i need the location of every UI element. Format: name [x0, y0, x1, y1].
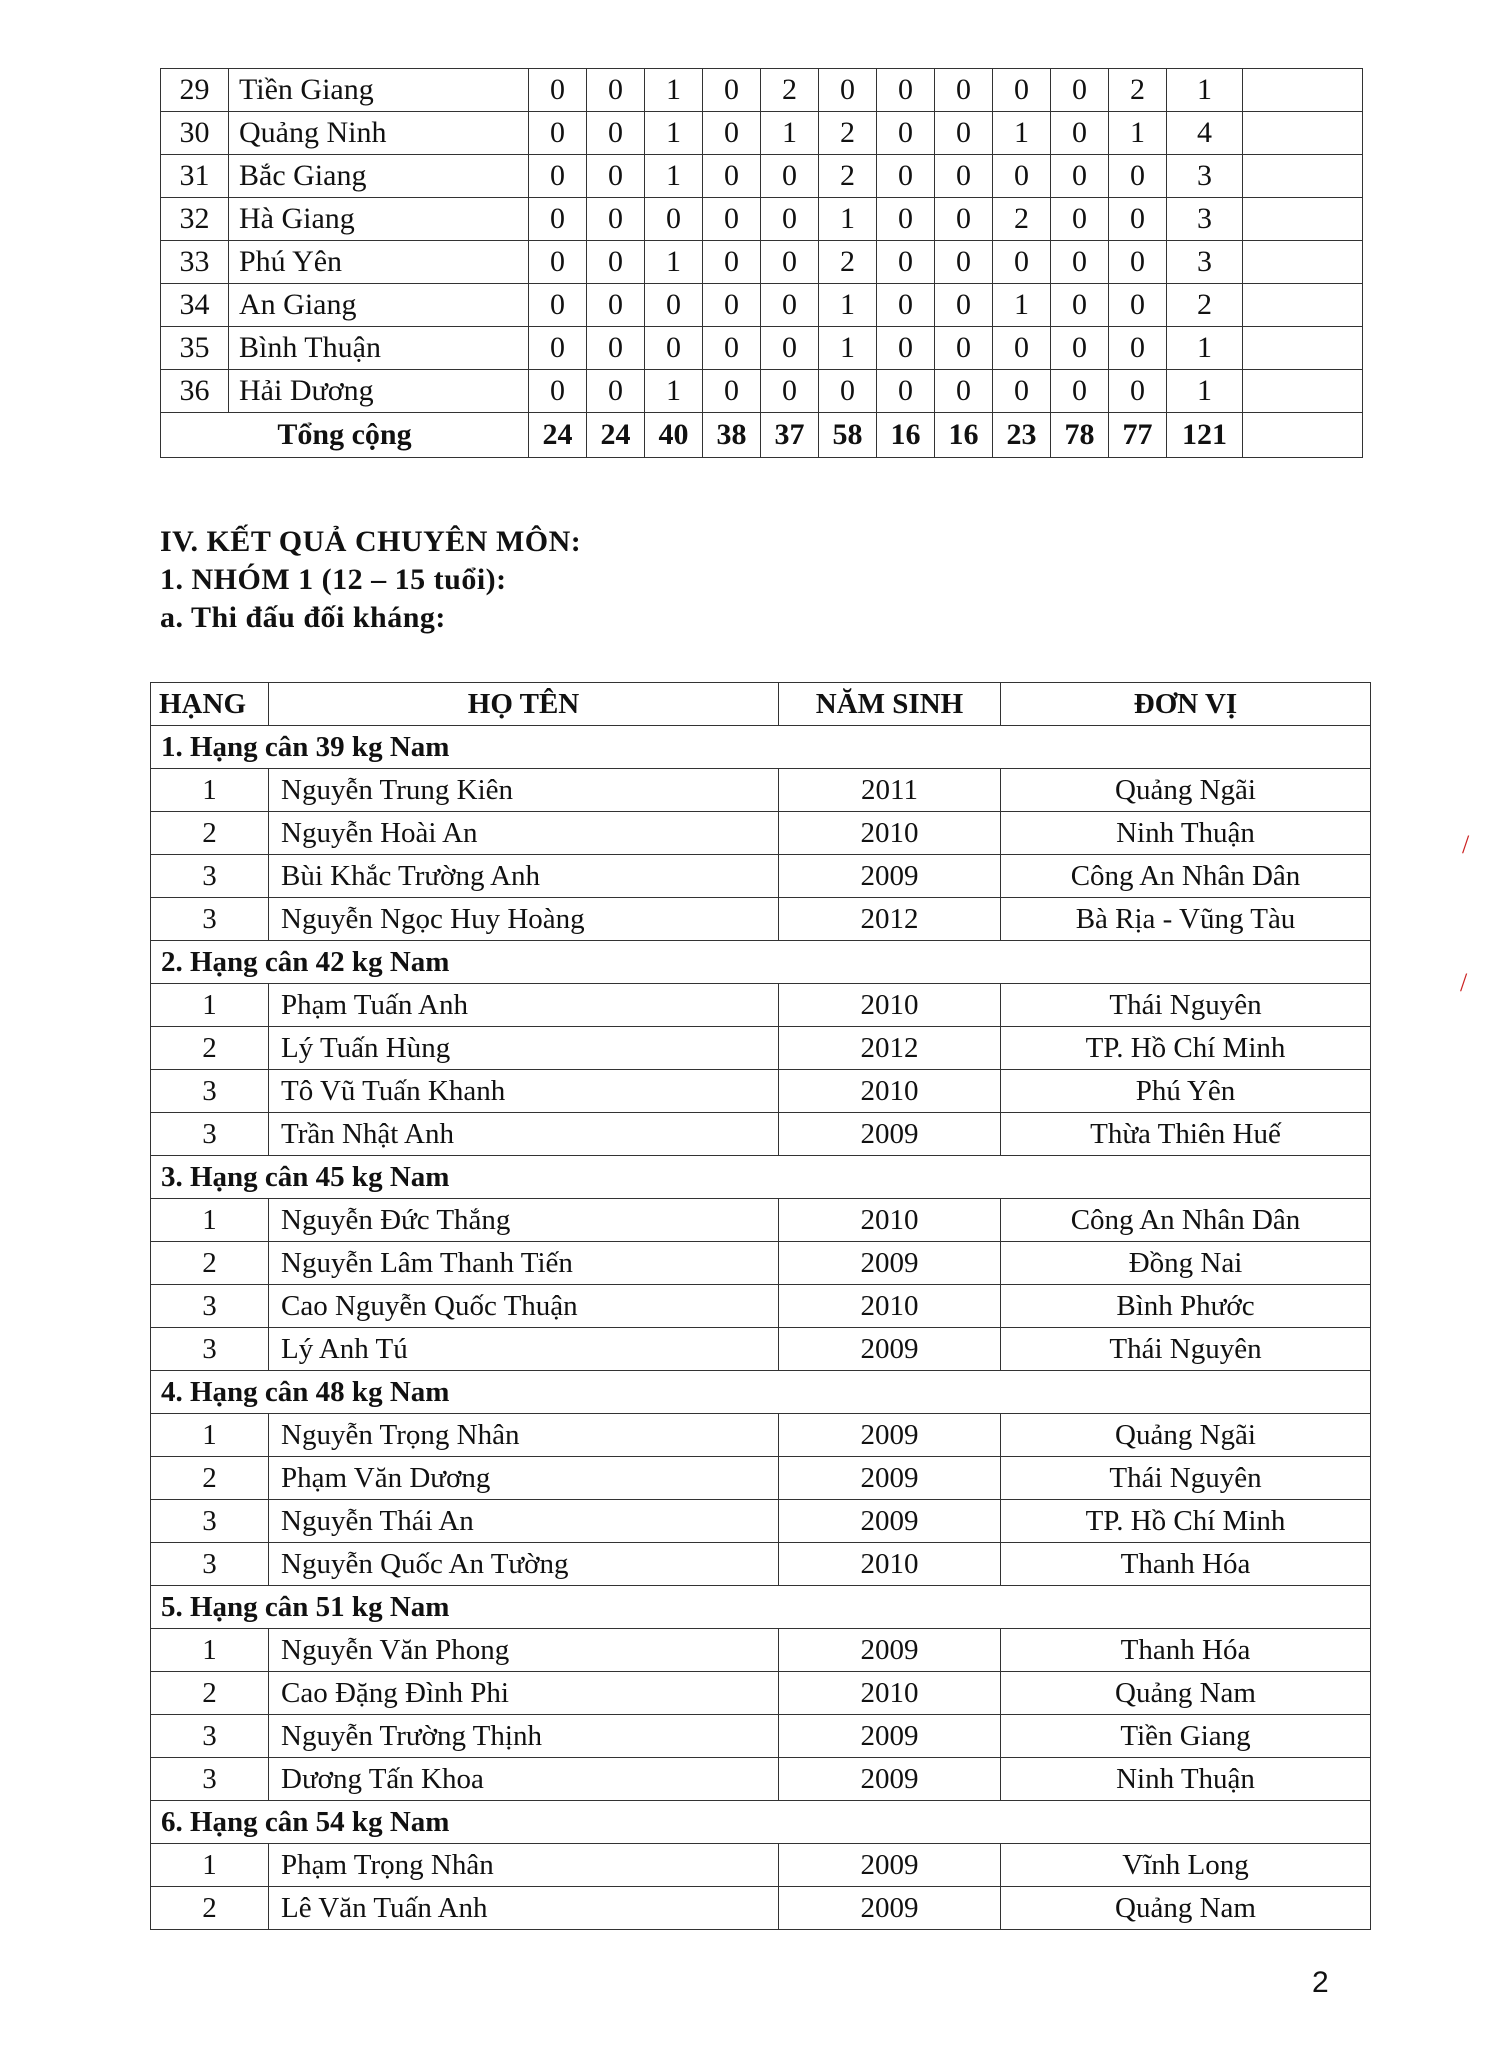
weight-category-title: 2. Hạng cân 42 kg Nam [151, 941, 1371, 984]
athlete-unit: Công An Nhân Dân [1001, 855, 1371, 898]
athlete-birth-year: 2010 [779, 1672, 1001, 1715]
athlete-unit: Bình Phước [1001, 1285, 1371, 1328]
weight-category-row [151, 1586, 1371, 1629]
medal-count: 0 [645, 327, 703, 370]
medal-count: 0 [1051, 198, 1109, 241]
athlete-birth-year: 2009 [779, 1758, 1001, 1801]
weight-category-title: 1. Hạng cân 39 kg Nam [151, 726, 1371, 769]
medal-count: 3 [1167, 241, 1243, 284]
header-name: HỌ TÊN [269, 683, 779, 726]
medal-count: 3 [1167, 155, 1243, 198]
medal-count: 0 [1109, 198, 1167, 241]
province-name: Quảng Ninh [229, 112, 529, 155]
total-label: Tổng cộng [161, 413, 529, 458]
athlete-rank: 3 [151, 1543, 269, 1586]
athlete-name: Phạm Văn Dương [269, 1457, 779, 1500]
section-heading: IV. KẾT QUẢ CHUYÊN MÔN: [160, 525, 582, 558]
medal-count: 0 [587, 241, 645, 284]
athlete-row [151, 1199, 1371, 1242]
athlete-rank: 1 [151, 1629, 269, 1672]
total-count: 40 [645, 413, 703, 458]
athlete-row [151, 1070, 1371, 1113]
medal-count: 0 [1109, 327, 1167, 370]
total-count: 16 [935, 413, 993, 458]
athlete-birth-year: 2010 [779, 1543, 1001, 1586]
medal-row [161, 370, 1363, 413]
total-count: 121 [1167, 413, 1243, 458]
medal-count: 0 [877, 69, 935, 112]
medal-count: 0 [935, 112, 993, 155]
medal-count: 0 [993, 69, 1051, 112]
athlete-unit: Thanh Hóa [1001, 1629, 1371, 1672]
athlete-name: Lý Tuấn Hùng [269, 1027, 779, 1070]
medal-count: 0 [761, 241, 819, 284]
athlete-name: Dương Tấn Khoa [269, 1758, 779, 1801]
medal-count: 1 [645, 112, 703, 155]
athlete-unit: Ninh Thuận [1001, 812, 1371, 855]
athlete-unit: Thanh Hóa [1001, 1543, 1371, 1586]
athlete-rank: 2 [151, 1027, 269, 1070]
scan-mark: / [1462, 830, 1470, 859]
athlete-birth-year: 2009 [779, 1113, 1001, 1156]
medal-count: 1 [1167, 370, 1243, 413]
athlete-unit: TP. Hồ Chí Minh [1001, 1500, 1371, 1543]
medal-count: 1 [645, 69, 703, 112]
medal-count: 0 [529, 284, 587, 327]
row-number: 34 [161, 284, 229, 327]
total-row [161, 413, 1363, 458]
medal-table [160, 68, 1363, 458]
athlete-unit: Vĩnh Long [1001, 1844, 1371, 1887]
medal-count: 4 [1167, 112, 1243, 155]
total-count: 77 [1109, 413, 1167, 458]
medal-count: 0 [1051, 112, 1109, 155]
empty-cell [1243, 198, 1363, 241]
medal-count: 0 [703, 155, 761, 198]
athlete-unit: Phú Yên [1001, 1070, 1371, 1113]
athlete-birth-year: 2010 [779, 812, 1001, 855]
medal-count: 0 [587, 327, 645, 370]
medal-row [161, 284, 1363, 327]
results-table-body [151, 726, 1371, 1930]
athlete-rank: 2 [151, 812, 269, 855]
medal-count: 1 [819, 198, 877, 241]
athlete-birth-year: 2009 [779, 1844, 1001, 1887]
medal-count: 1 [819, 284, 877, 327]
medal-count: 0 [529, 370, 587, 413]
athlete-name: Nguyễn Quốc An Tường [269, 1543, 779, 1586]
weight-category-title: 5. Hạng cân 51 kg Nam [151, 1586, 1371, 1629]
subsection-heading: a. Thi đấu đối kháng: [160, 601, 446, 634]
total-count: 24 [529, 413, 587, 458]
medal-count: 3 [1167, 198, 1243, 241]
medal-count: 0 [645, 284, 703, 327]
medal-count: 0 [529, 327, 587, 370]
empty-cell [1243, 413, 1363, 458]
medal-count: 0 [703, 284, 761, 327]
athlete-unit: Tiền Giang [1001, 1715, 1371, 1758]
athlete-birth-year: 2011 [779, 769, 1001, 812]
athlete-name: Bùi Khắc Trường Anh [269, 855, 779, 898]
medal-count: 0 [935, 69, 993, 112]
athlete-birth-year: 2009 [779, 1715, 1001, 1758]
athlete-rank: 3 [151, 855, 269, 898]
medal-count: 0 [587, 69, 645, 112]
athlete-rank: 1 [151, 1844, 269, 1887]
athlete-rank: 3 [151, 1715, 269, 1758]
medal-count: 0 [877, 370, 935, 413]
medal-count: 0 [819, 370, 877, 413]
empty-cell [1243, 241, 1363, 284]
medal-count: 1 [761, 112, 819, 155]
medal-row [161, 241, 1363, 284]
medal-count: 1 [1167, 69, 1243, 112]
province-name: Bình Thuận [229, 327, 529, 370]
medal-count: 0 [877, 112, 935, 155]
empty-cell [1243, 284, 1363, 327]
total-count: 38 [703, 413, 761, 458]
medal-count: 0 [761, 155, 819, 198]
athlete-row [151, 1629, 1371, 1672]
athlete-rank: 3 [151, 1328, 269, 1371]
athlete-name: Trần Nhật Anh [269, 1113, 779, 1156]
athlete-row [151, 855, 1371, 898]
medal-count: 1 [645, 155, 703, 198]
medal-count: 0 [935, 155, 993, 198]
athlete-row [151, 1758, 1371, 1801]
athlete-name: Lý Anh Tú [269, 1328, 779, 1371]
athlete-unit: Quảng Ngãi [1001, 1414, 1371, 1457]
medal-count: 0 [703, 112, 761, 155]
weight-category-title: 4. Hạng cân 48 kg Nam [151, 1371, 1371, 1414]
medal-count: 1 [993, 112, 1051, 155]
athlete-unit: Thái Nguyên [1001, 984, 1371, 1027]
athlete-unit: Công An Nhân Dân [1001, 1199, 1371, 1242]
medal-count: 0 [993, 370, 1051, 413]
athlete-unit: Quảng Nam [1001, 1887, 1371, 1930]
medal-count: 2 [819, 112, 877, 155]
medal-row [161, 112, 1363, 155]
row-number: 33 [161, 241, 229, 284]
athlete-birth-year: 2010 [779, 1070, 1001, 1113]
medal-row [161, 327, 1363, 370]
medal-count: 0 [1051, 69, 1109, 112]
medal-count: 0 [761, 198, 819, 241]
athlete-name: Phạm Trọng Nhân [269, 1844, 779, 1887]
weight-category-row [151, 1156, 1371, 1199]
medal-count: 0 [935, 284, 993, 327]
athlete-birth-year: 2010 [779, 1199, 1001, 1242]
medal-count: 2 [1167, 284, 1243, 327]
athlete-rank: 2 [151, 1242, 269, 1285]
athlete-rank: 1 [151, 1414, 269, 1457]
medal-count: 0 [935, 370, 993, 413]
athlete-row [151, 1414, 1371, 1457]
athlete-rank: 3 [151, 1500, 269, 1543]
athlete-rank: 3 [151, 1070, 269, 1113]
province-name: Phú Yên [229, 241, 529, 284]
medal-count: 0 [1051, 284, 1109, 327]
medal-count: 0 [529, 241, 587, 284]
athlete-name: Nguyễn Ngọc Huy Hoàng [269, 898, 779, 941]
athlete-row [151, 1672, 1371, 1715]
weight-category-title: 6. Hạng cân 54 kg Nam [151, 1801, 1371, 1844]
athlete-unit: Đồng Nai [1001, 1242, 1371, 1285]
empty-cell [1243, 112, 1363, 155]
row-number: 35 [161, 327, 229, 370]
row-number: 31 [161, 155, 229, 198]
athlete-name: Nguyễn Thái An [269, 1500, 779, 1543]
weight-category-title: 3. Hạng cân 45 kg Nam [151, 1156, 1371, 1199]
athlete-birth-year: 2009 [779, 1242, 1001, 1285]
athlete-row [151, 1543, 1371, 1586]
athlete-name: Nguyễn Trọng Nhân [269, 1414, 779, 1457]
athlete-birth-year: 2009 [779, 1500, 1001, 1543]
athlete-birth-year: 2009 [779, 1887, 1001, 1930]
header-rank: HẠNG [151, 683, 269, 726]
medal-count: 0 [703, 69, 761, 112]
medal-count: 0 [1051, 370, 1109, 413]
medal-count: 0 [1051, 155, 1109, 198]
athlete-rank: 3 [151, 1758, 269, 1801]
medal-count: 0 [703, 198, 761, 241]
medal-count: 0 [587, 155, 645, 198]
province-name: Bắc Giang [229, 155, 529, 198]
medal-count: 0 [1109, 241, 1167, 284]
group-heading: 1. NHÓM 1 (12 – 15 tuổi): [160, 563, 507, 596]
athlete-name: Lê Văn Tuấn Anh [269, 1887, 779, 1930]
medal-count: 0 [761, 370, 819, 413]
medal-count: 1 [819, 327, 877, 370]
medal-row [161, 155, 1363, 198]
province-name: Tiền Giang [229, 69, 529, 112]
medal-count: 0 [993, 241, 1051, 284]
medal-count: 0 [877, 241, 935, 284]
athlete-unit: Quảng Ngãi [1001, 769, 1371, 812]
medal-count: 0 [529, 69, 587, 112]
medal-row [161, 69, 1363, 112]
athlete-birth-year: 2009 [779, 1457, 1001, 1500]
total-count: 37 [761, 413, 819, 458]
athlete-name: Nguyễn Trường Thịnh [269, 1715, 779, 1758]
athlete-rank: 1 [151, 1199, 269, 1242]
weight-category-row [151, 941, 1371, 984]
medal-count: 0 [1051, 327, 1109, 370]
weight-category-row [151, 726, 1371, 769]
athlete-row [151, 984, 1371, 1027]
medal-count: 0 [587, 370, 645, 413]
athlete-row [151, 812, 1371, 855]
medal-count: 0 [703, 327, 761, 370]
medal-count: 0 [1109, 284, 1167, 327]
medal-count: 0 [935, 327, 993, 370]
athlete-row [151, 1242, 1371, 1285]
results-header-row [151, 683, 1371, 726]
medal-count: 0 [1109, 155, 1167, 198]
athlete-rank: 2 [151, 1672, 269, 1715]
athlete-unit: Ninh Thuận [1001, 1758, 1371, 1801]
athlete-birth-year: 2009 [779, 1629, 1001, 1672]
medal-count: 0 [935, 241, 993, 284]
athlete-row [151, 1500, 1371, 1543]
athlete-rank: 3 [151, 1113, 269, 1156]
medal-count: 0 [993, 155, 1051, 198]
athlete-row [151, 1887, 1371, 1930]
athlete-rank: 2 [151, 1457, 269, 1500]
medal-count: 0 [935, 198, 993, 241]
athlete-row [151, 1457, 1371, 1500]
medal-count: 0 [877, 284, 935, 327]
medal-count: 2 [1109, 69, 1167, 112]
athlete-row [151, 1715, 1371, 1758]
athlete-unit: Thái Nguyên [1001, 1328, 1371, 1371]
medal-count: 0 [761, 327, 819, 370]
total-count: 58 [819, 413, 877, 458]
medal-count: 1 [993, 284, 1051, 327]
athlete-birth-year: 2012 [779, 1027, 1001, 1070]
athlete-rank: 1 [151, 769, 269, 812]
athlete-name: Phạm Tuấn Anh [269, 984, 779, 1027]
medal-count: 0 [587, 198, 645, 241]
medal-count: 0 [529, 198, 587, 241]
athlete-unit: Quảng Nam [1001, 1672, 1371, 1715]
athlete-unit: Thừa Thiên Huế [1001, 1113, 1371, 1156]
header-birth-year: NĂM SINH [779, 683, 1001, 726]
row-number: 36 [161, 370, 229, 413]
total-count: 23 [993, 413, 1051, 458]
empty-cell [1243, 327, 1363, 370]
medal-count: 0 [993, 327, 1051, 370]
athlete-birth-year: 2012 [779, 898, 1001, 941]
medal-count: 1 [645, 241, 703, 284]
athlete-rank: 1 [151, 984, 269, 1027]
province-name: Hải Dương [229, 370, 529, 413]
athlete-row [151, 769, 1371, 812]
athlete-name: Nguyễn Trung Kiên [269, 769, 779, 812]
athlete-rank: 3 [151, 1285, 269, 1328]
athlete-unit: TP. Hồ Chí Minh [1001, 1027, 1371, 1070]
weight-category-row [151, 1371, 1371, 1414]
medal-count: 0 [645, 198, 703, 241]
athlete-name: Nguyễn Văn Phong [269, 1629, 779, 1672]
medal-count: 0 [877, 198, 935, 241]
weight-category-row [151, 1801, 1371, 1844]
medal-count: 0 [761, 284, 819, 327]
medal-count: 2 [819, 241, 877, 284]
province-name: An Giang [229, 284, 529, 327]
athlete-name: Nguyễn Lâm Thanh Tiến [269, 1242, 779, 1285]
athlete-birth-year: 2010 [779, 1285, 1001, 1328]
athlete-row [151, 1027, 1371, 1070]
row-number: 30 [161, 112, 229, 155]
athlete-rank: 3 [151, 898, 269, 941]
athlete-name: Cao Nguyễn Quốc Thuận [269, 1285, 779, 1328]
athlete-row [151, 1113, 1371, 1156]
medal-count: 0 [587, 112, 645, 155]
medal-count: 0 [1109, 370, 1167, 413]
row-number: 29 [161, 69, 229, 112]
athlete-birth-year: 2010 [779, 984, 1001, 1027]
medal-count: 2 [761, 69, 819, 112]
medal-count: 2 [993, 198, 1051, 241]
total-count: 16 [877, 413, 935, 458]
athlete-name: Nguyễn Hoài An [269, 812, 779, 855]
athlete-row [151, 1328, 1371, 1371]
athlete-unit: Thái Nguyên [1001, 1457, 1371, 1500]
medal-table-body [161, 69, 1363, 458]
medal-count: 1 [1109, 112, 1167, 155]
athlete-row [151, 1285, 1371, 1328]
medal-count: 0 [529, 112, 587, 155]
athlete-unit: Bà Rịa - Vũng Tàu [1001, 898, 1371, 941]
athlete-name: Tô Vũ Tuấn Khanh [269, 1070, 779, 1113]
athlete-rank: 2 [151, 1887, 269, 1930]
medal-count: 0 [819, 69, 877, 112]
results-table [150, 682, 1371, 1930]
athlete-row [151, 898, 1371, 941]
athlete-name: Nguyễn Đức Thắng [269, 1199, 779, 1242]
province-name: Hà Giang [229, 198, 529, 241]
scan-mark: / [1460, 968, 1468, 997]
empty-cell [1243, 69, 1363, 112]
medal-row [161, 198, 1363, 241]
empty-cell [1243, 370, 1363, 413]
medal-count: 0 [877, 155, 935, 198]
medal-count: 0 [1051, 241, 1109, 284]
total-count: 24 [587, 413, 645, 458]
medal-count: 0 [529, 155, 587, 198]
medal-count: 0 [877, 327, 935, 370]
page-number: 2 [1312, 1966, 1329, 1999]
medal-count: 1 [645, 370, 703, 413]
row-number: 32 [161, 198, 229, 241]
medal-count: 0 [587, 284, 645, 327]
athlete-name: Cao Đặng Đình Phi [269, 1672, 779, 1715]
athlete-birth-year: 2009 [779, 1414, 1001, 1457]
medal-count: 0 [703, 241, 761, 284]
medal-count: 1 [1167, 327, 1243, 370]
medal-count: 2 [819, 155, 877, 198]
empty-cell [1243, 155, 1363, 198]
medal-count: 0 [703, 370, 761, 413]
total-count: 78 [1051, 413, 1109, 458]
athlete-birth-year: 2009 [779, 855, 1001, 898]
athlete-birth-year: 2009 [779, 1328, 1001, 1371]
header-unit: ĐƠN VỊ [1001, 683, 1371, 726]
athlete-row [151, 1844, 1371, 1887]
